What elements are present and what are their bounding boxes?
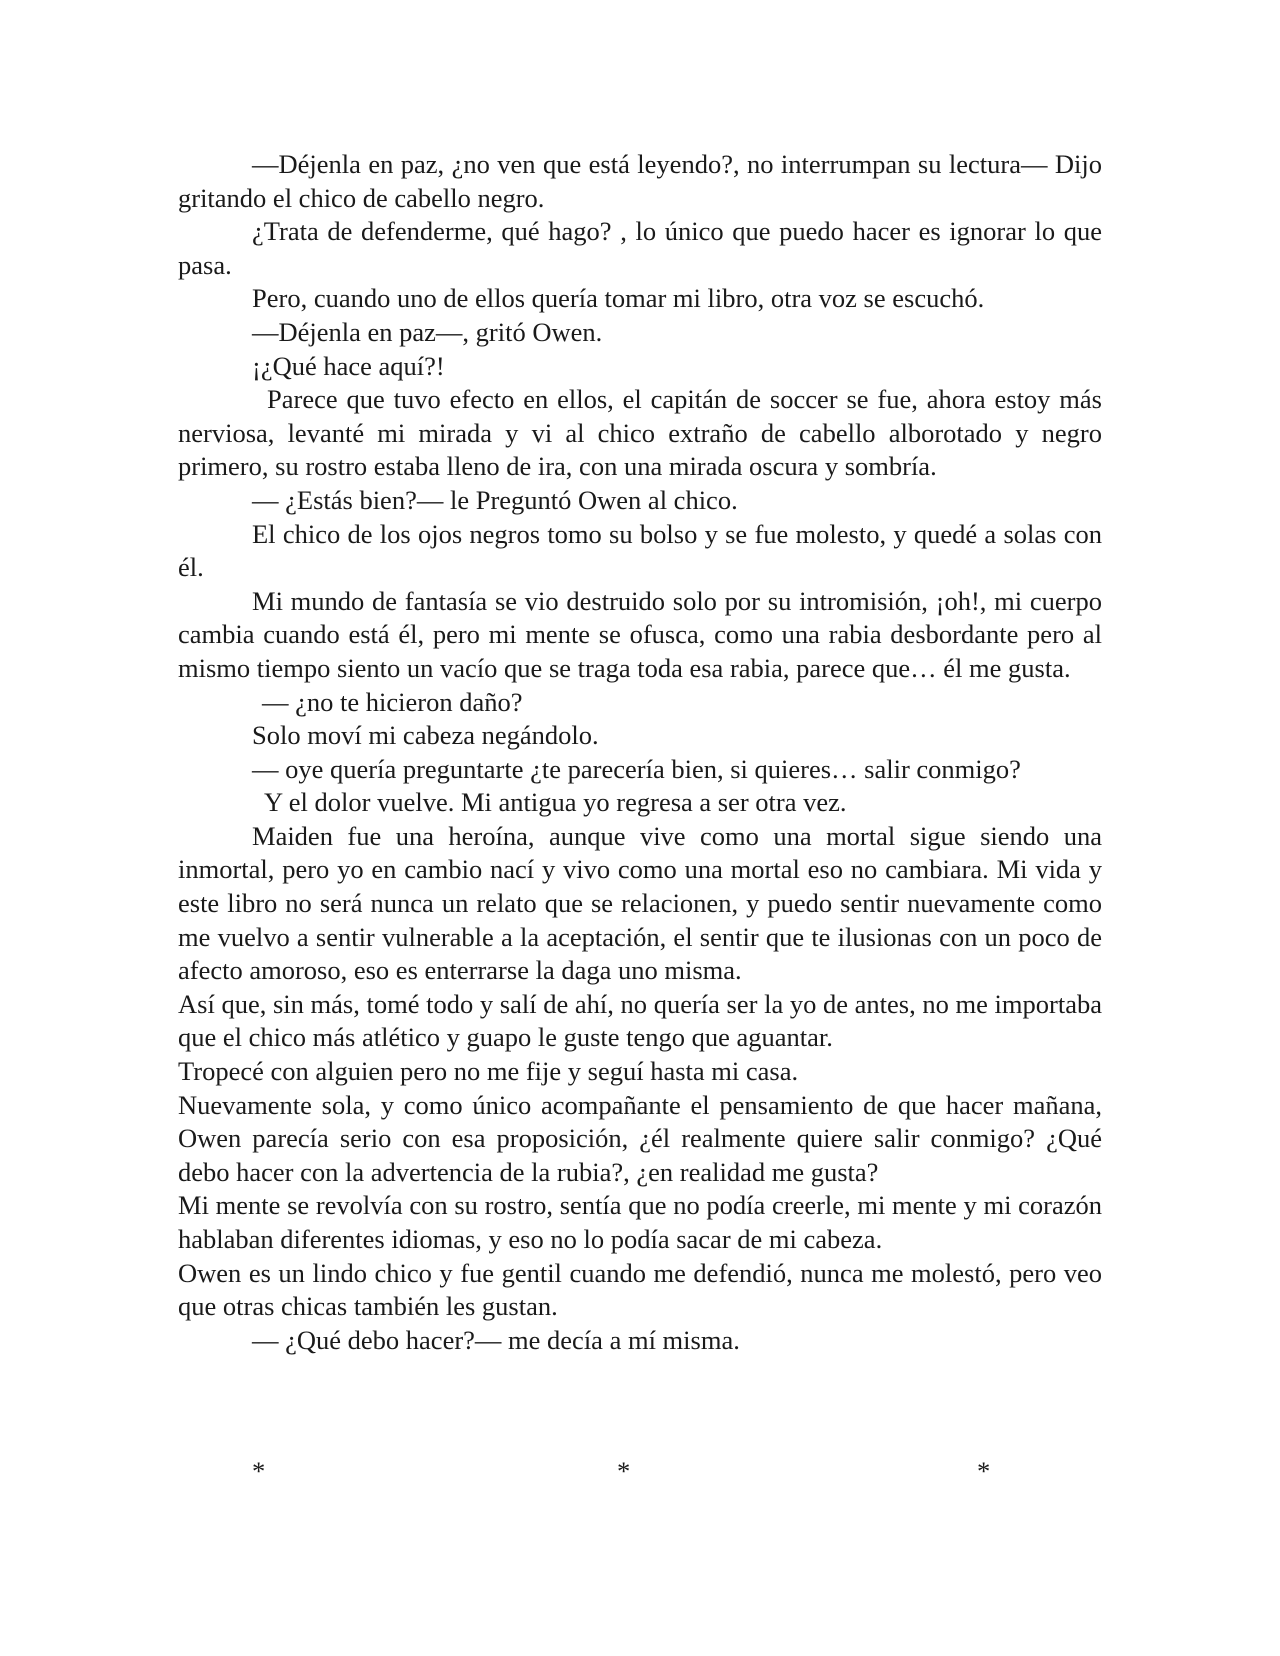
paragraph: Mi mente se revolvía con su rostro, sentía que no podía creerle, mi mente y mi corazón hablaban diferentes idiomas, y eso no lo podía sacar de mi cabeza. [178, 1190, 1102, 1254]
paragraph: — oye quería preguntarte ¿te parecería bien, si quieres… salir conmigo? [252, 753, 1021, 784]
paragraph: ¡¿Qué hace aquí?! [252, 350, 445, 381]
paragraph: Tropecé con alguien pero no me fije y seguí hasta mi casa. [178, 1056, 799, 1087]
paragraph: Parece que tuvo efecto en ellos, el capitán de soccer se fue, ahora estoy más nerviosa, levanté mi mirada y vi al chico extraño de cabello alborotado y negro primero, su rostro estaba lleno de ira, con una mirada oscura y sombría. [178, 384, 1102, 482]
paragraph: Solo moví mi cabeza negándolo. [252, 720, 599, 751]
paragraph: ¿Trata de defenderme, qué hago? , lo único que puedo hacer es ignorar lo que pasa. [178, 216, 1102, 280]
paragraph: — ¿no te hicieron daño? [262, 686, 523, 717]
body-text [178, 148, 1102, 1357]
paragraph: Y el dolor vuelve. Mi antigua yo regresa a ser otra vez. [264, 787, 847, 818]
separator-asterisk: * [252, 1456, 266, 1486]
paragraph: Owen es un lindo chico y fue gentil cuando me defendió, nunca me molestó, pero veo que otras chicas también les gustan. [178, 1257, 1102, 1322]
paragraph: El chico de los ojos negros tomo su bolso y se fue molesto, y quedé a solas con él. [178, 518, 1102, 583]
separator-asterisk: * [977, 1456, 991, 1486]
separator-asterisk: * [617, 1456, 631, 1486]
paragraph: — ¿Qué debo hacer?— me decía a mí misma. [252, 1324, 740, 1355]
paragraph: Maiden fue una heroína, aunque vive como una mortal sigue siendo una inmortal, pero yo en cambio nací y vivo como una mortal eso no cambiara. Mi vida y este libro no será nunca un relato que se relacionen, y puedo sentir nuevamente como me vuelvo a sentir vulnerable a la aceptación, el sentir que te ilusionas con un poco de afecto amoroso, eso es enterrarse la daga uno misma. [178, 820, 1102, 986]
section-separator [0, 1456, 1280, 1496]
paragraph: Así que, sin más, tomé todo y salí de ahí, no quería ser la yo de antes, no me importaba que el chico más atlético y guapo le guste tengo que aguantar. [178, 988, 1102, 1053]
paragraph: Mi mundo de fantasía se vio destruido solo por su intromisión, ¡oh!, mi cuerpo cambia cuando está él, pero mi mente se ofusca, como una rabia desbordante pero al mismo tiempo siento un vacío que se traga toda esa rabia, parece que… él me gusta. [178, 585, 1102, 683]
paragraph: —Déjenla en paz, ¿no ven que está leyendo?, no interrumpan su lectura— Dijo gritando el chico de cabello negro. [178, 149, 1102, 213]
paragraph: — ¿Estás bien?— le Preguntó Owen al chico. [252, 484, 738, 515]
paragraph: Nuevamente sola, y como único acompañante el pensamiento de que hacer mañana, Owen parecía serio con esa proposición, ¿él realmente quiere salir conmigo? ¿Qué debo hacer con la advertencia de la rubia?, ¿en realidad me gusta? [178, 1089, 1102, 1187]
paragraph: —Déjenla en paz—, gritó Owen. [252, 316, 603, 347]
paragraph: Pero, cuando uno de ellos quería tomar mi libro, otra voz se escuchó. [252, 283, 985, 314]
